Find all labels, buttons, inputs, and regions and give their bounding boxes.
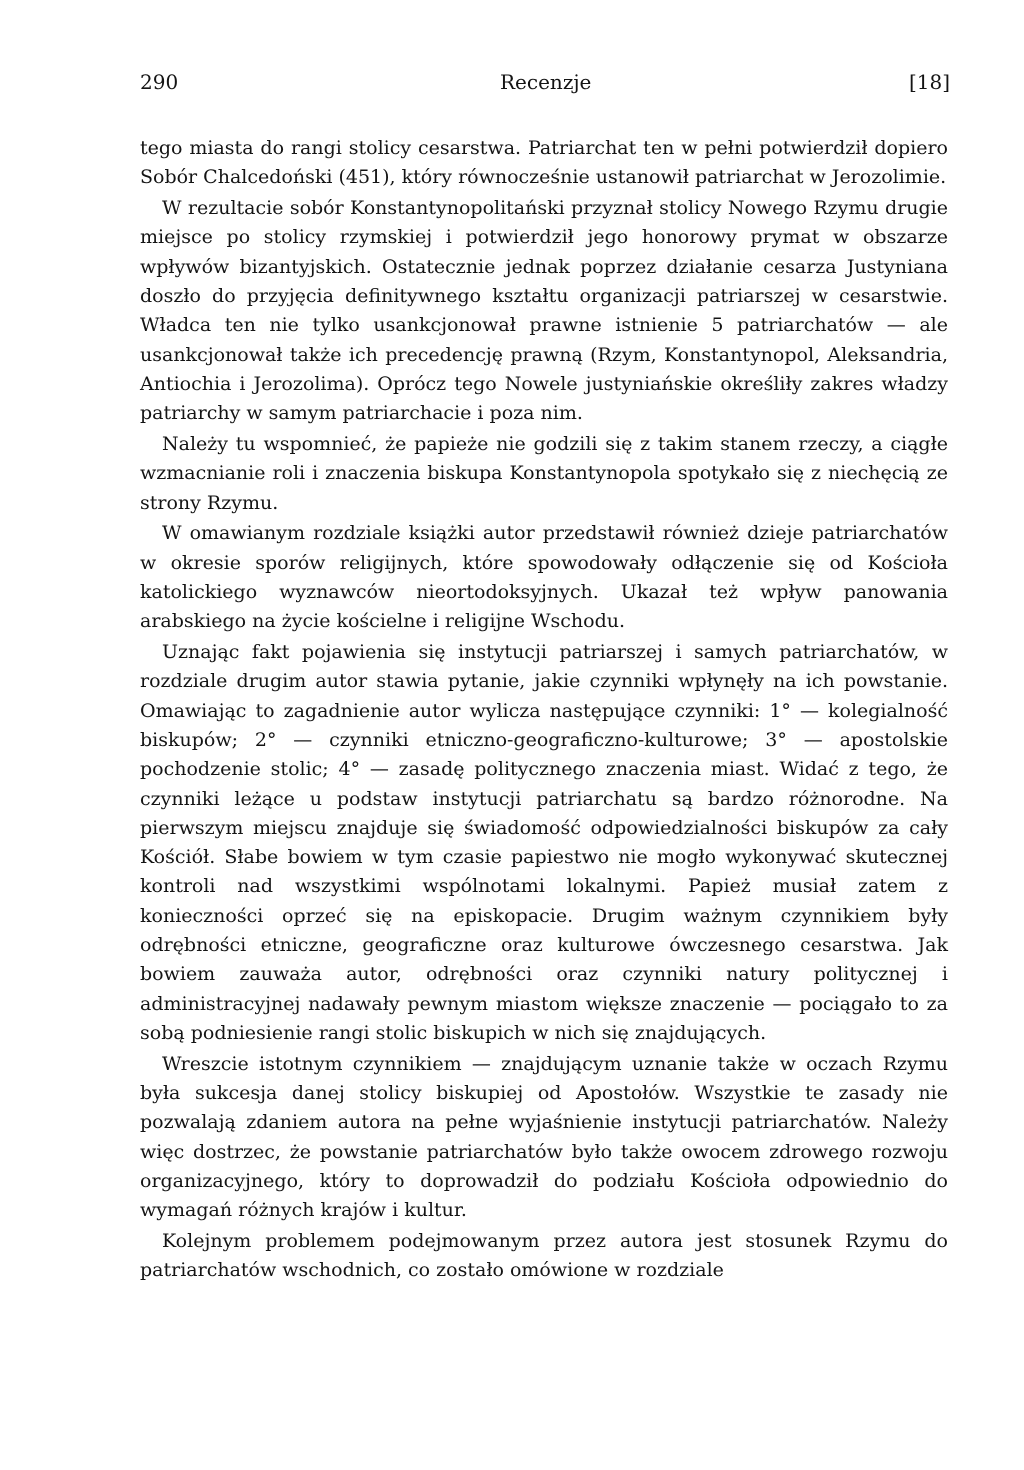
- page-header: [140, 70, 950, 102]
- paragraph: tego miasta do rangi stolicy cesarstwa. Patriarchat ten w pełni potwierdził dopiero Sobór Chalcedoński (451), który równocześnie ustanowił patriarchat w Jerozolimie.: [140, 137, 948, 189]
- paragraph: Uznając fakt pojawienia się instytucji patriarszej i samych patriarchatów, w rozdziale drugim autor stawia pytanie, jakie czynniki wpłynęły na ich powstanie. Omawiając to zagadnienie autor wylicza następujące czynniki: 1° — kolegialność biskupów; 2° — czynniki etniczno-geograficzno-kulturowe; 3° — apostolskie pochodzenie stolic; 4° — zasadę politycznego znaczenia miast. Widać z tego, że czynniki leżące u podstaw instytucji patriarchatu są bardzo różnorodne. Na pierwszym miejscu znajduje się świadomość odpowiedzialności biskupów za cały Kościół. Słabe bowiem w tym czasie papiestwo nie mogło wykonywać skutecznej kontroli nad wszystkimi wspólnotami lokalnymi. Papież musiał zatem z konieczności oprzeć się na episkopacie. Drugim ważnym czynnikiem były odrębności etniczne, geograficzne oraz kulturowe ówczesnego cesarstwa. Jak bowiem zauważa autor, odrębności oraz czynniki natury politycznej i administracyjnej nadawały pewnym miastom większe znaczenie — pociągało to za sobą podniesienie rangi stolic biskupich w nich się znajdujących.: [140, 641, 948, 1044]
- body-text: [140, 134, 948, 1287]
- paragraph: W omawianym rozdziale książki autor przedstawił również dzieje patriarchatów w okresie sporów religijnych, które spowodowały odłączenie się od Kościoła katolickiego wyznawców nieortodoksyjnych. Ukazał też wpływ panowania arabskiego na życie kościelne i religijne Wschodu.: [140, 522, 948, 633]
- running-title: Recenzje: [500, 70, 592, 94]
- page-number: 290: [140, 70, 179, 94]
- paragraph: W rezultacie sobór Konstantynopolitański przyznał stolicy Nowego Rzymu drugie miejsce po stolicy rzymskiej i potwierdził jego honorowy prymat w obszarze wpływów bizantyjskich. Ostatecznie jednak poprzez działanie cesarza Justyniana doszło do przyjęcia definitywnego kształtu organizacji patriarszej w cesarstwie. Władca ten nie tylko usankcjonował prawne istnienie 5 patriarchatów — ale usankcjonował także ich precedencję prawną (Rzym, Konstantynopol, Aleksandria, Antiochia i Jerozolima). Oprócz tego Nowele justyniańskie określiły zakres władzy patriarchy w samym patriarchacie i poza nim.: [140, 197, 948, 425]
- paragraph: Wreszcie istotnym czynnikiem — znajdującym uznanie także w oczach Rzymu była sukcesja danej stolicy biskupiej od Apostołów. Wszystkie te zasady nie pozwalają zdaniem autora na pełne wyjaśnienie instytucji patriarchatów. Należy więc dostrzec, że powstanie patriarchatów było także owocem zdrowego rozwoju organizacyjnego, który to doprowadził do podziału Kościoła odpowiednio do wymagań różnych krajów i kultur.: [140, 1052, 948, 1222]
- paragraph: Należy tu wspomnieć, że papieże nie godzili się z takim stanem rzeczy, a ciągłe wzmacnianie roli i znaczenia biskupa Konstantynopola spotykało się z niechęcią ze strony Rzymu.: [140, 432, 948, 514]
- section-marker: [18]: [908, 70, 950, 94]
- paragraph: Kolejnym problemem podejmowanym przez autora jest stosunek Rzymu do patriarchatów wschodnich, co zostało omówione w rozdziale: [140, 1229, 948, 1282]
